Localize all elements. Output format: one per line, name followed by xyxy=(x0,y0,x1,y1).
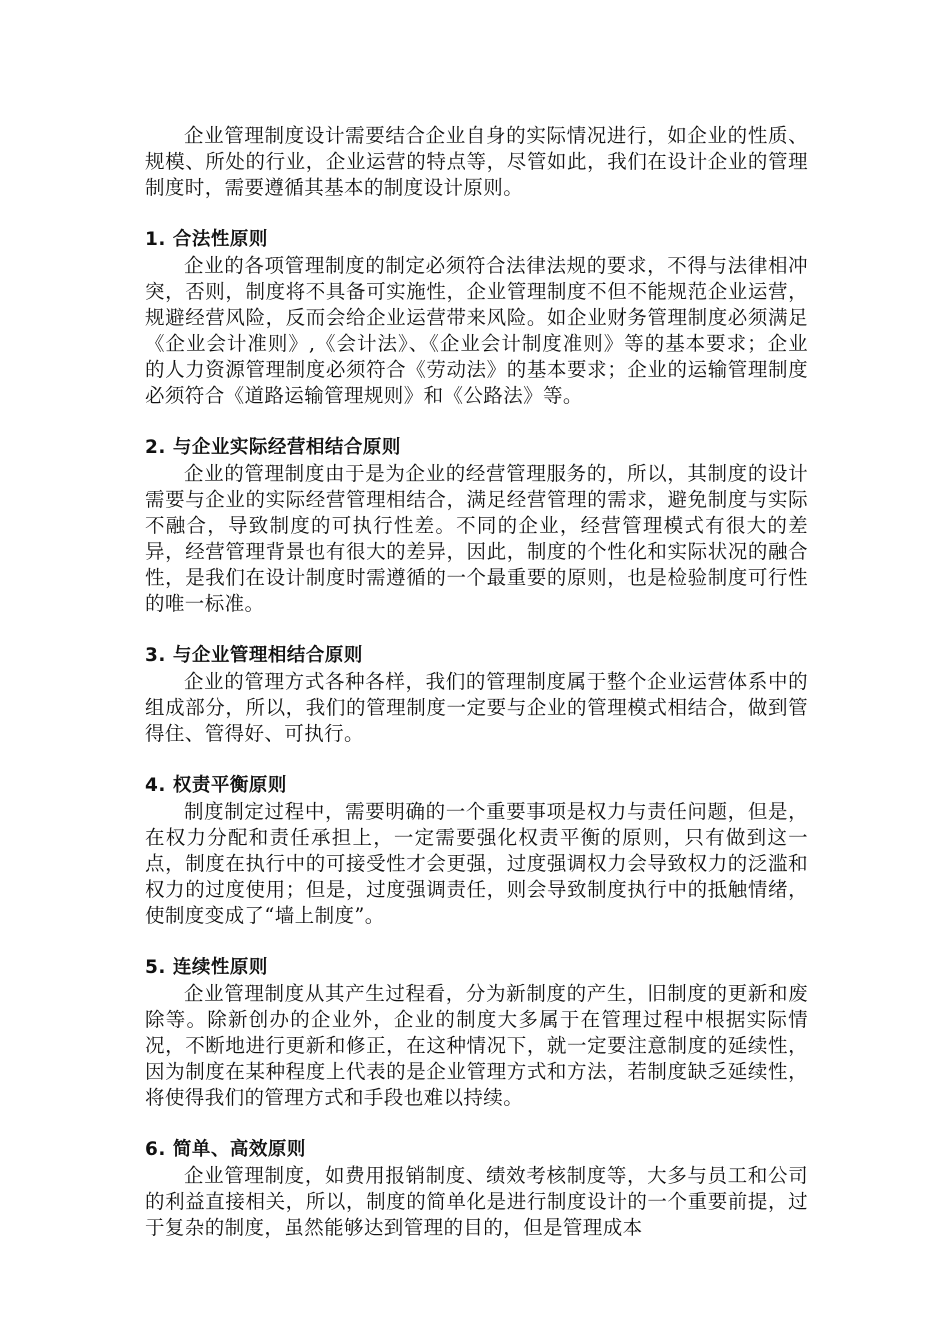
section-legality xyxy=(145,227,808,409)
section-body: 企业的各项管理制度的制定必须符合法律法规的要求，不得与法律相冲突，否则，制度将不具备可实施性，企业管理制度不但不能规范企业运营，规避经营风险，反而会给企业运营带来风险。如企业财务管理制度必须满足《企业会计准则》,《会计法》、《企业会计制度准则》等的基本要求；企业的人力资源管理制度必须符合《劳动法》的基本要求；企业的运输管理制度必须符合《道路运输管理规则》和《公路法》等。 xyxy=(145,254,808,407)
section-body: 企业的管理方式各种各样，我们的管理制度属于整个企业运营体系中的组成部分，所以，我们的管理制度一定要与企业的管理模式相结合，做到管得住、管得好、可执行。 xyxy=(145,670,808,745)
document-page xyxy=(145,123,808,1241)
section-power-responsibility xyxy=(145,773,808,929)
section-heading: 2. 与企业实际经营相结合原则 xyxy=(145,437,401,458)
section-body: 企业管理制度从其产生过程看，分为新制度的产生，旧制度的更新和废除等。除新创办的企业外，企业的制度大多属于在管理过程中根据实际情况，不断地进行更新和修正，在这种情况下，就一定要注意制度的延续性，因为制度在某种程度上代表的是企业管理方式和方法，若制度缺乏延续性，将使得我们的管理方式和手段也难以持续。 xyxy=(145,982,808,1109)
section-business-fit xyxy=(145,435,808,617)
section-body: 制度制定过程中，需要明确的一个重要事项是权力与责任问题，但是，在权力分配和责任承担上，一定需要强化权责平衡的原则，只有做到这一点，制度在执行中的可接受性才会更强，过度强调权力会导致权力的泛滥和权力的过度使用；但是，过度强调责任，则会导致制度执行中的抵触情绪，使制度变成了“墙上制度”。 xyxy=(145,800,808,927)
section-body: 企业管理制度，如费用报销制度、绩效考核制度等，大多与员工和公司的利益直接相关，所以，制度的简单化是进行制度设计的一个重要前提，过于复杂的制度，虽然能够达到管理的目的，但是管理成本 xyxy=(145,1164,808,1239)
intro-paragraph: 企业管理制度设计需要结合企业自身的实际情况进行，如企业的性质、规模、所处的行业，企业运营的特点等，尽管如此，我们在设计企业的管理制度时，需要遵循其基本的制度设计原则。 xyxy=(145,124,808,199)
section-heading: 5. 连续性原则 xyxy=(145,957,268,978)
section-heading: 4. 权责平衡原则 xyxy=(145,775,287,796)
section-simplicity xyxy=(145,1137,808,1241)
section-management-fit xyxy=(145,643,808,747)
section-body: 企业的管理制度由于是为企业的经营管理服务的，所以，其制度的设计需要与企业的实际经营管理相结合，满足经营管理的需求，避免制度与实际不融合，导致制度的可执行性差。不同的企业，经营管理模式有很大的差异，经营管理背景也有很大的差异，因此，制度的个性化和实际状况的融合性，是我们在设计制度时需遵循的一个最重要的原则，也是检验制度可行性的唯一标准。 xyxy=(145,462,808,615)
section-heading: 3. 与企业管理相结合原则 xyxy=(145,645,363,666)
section-heading: 1. 合法性原则 xyxy=(145,229,268,250)
section-heading: 6. 简单、高效原则 xyxy=(145,1139,306,1160)
section-continuity xyxy=(145,955,808,1111)
